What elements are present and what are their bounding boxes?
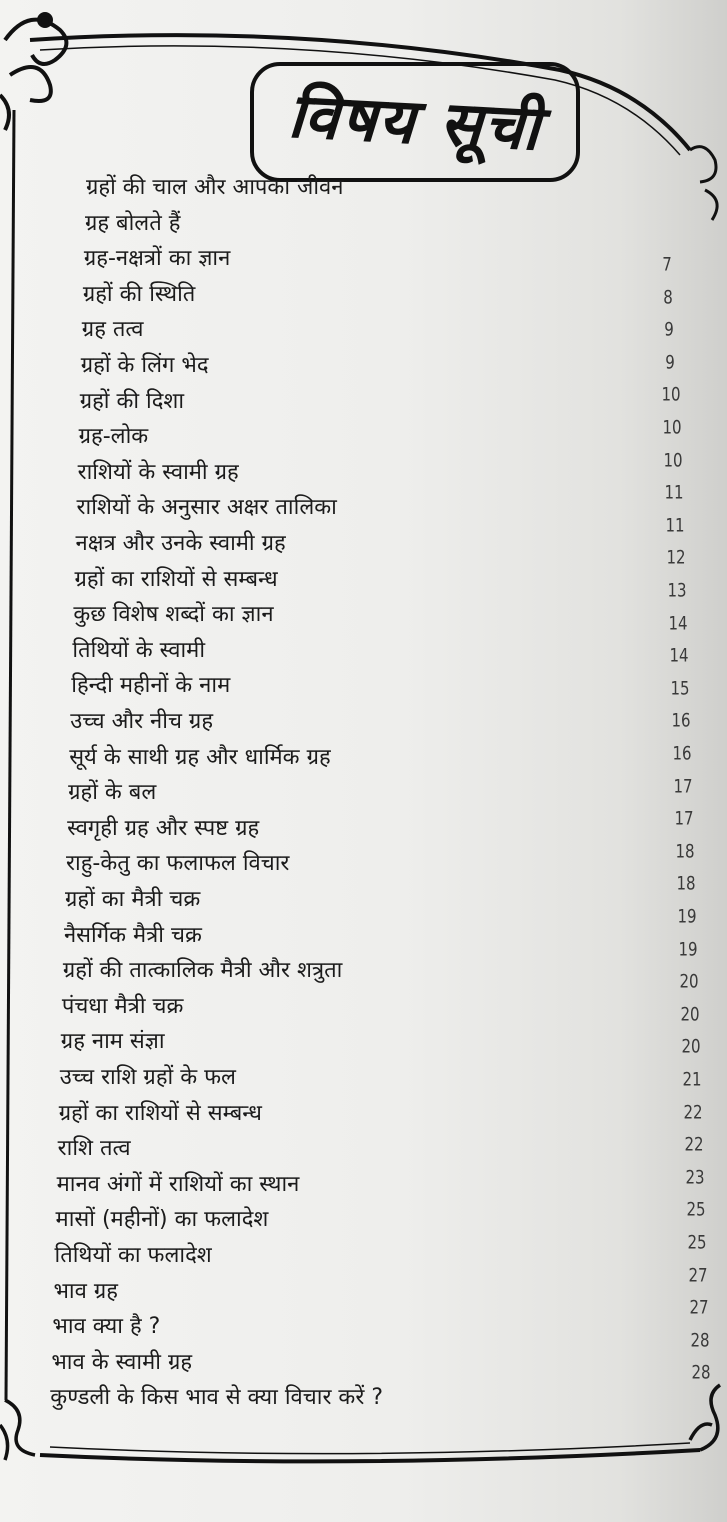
page-title: विषय सूची — [286, 78, 544, 165]
toc-entry: स्वगृही ग्रह और स्पष्ट ग्रह — [67, 815, 260, 841]
toc-entry: ग्रह बोलते हैं — [84, 210, 181, 236]
page-number: 7 — [662, 252, 672, 276]
page-number: 11 — [665, 513, 685, 537]
toc-entry: राशियों के अनुसार अक्षर तालिका — [76, 495, 337, 521]
page-number: 11 — [664, 480, 684, 504]
toc-entry: मानव अंगों में राशियों का स्थान — [56, 1171, 300, 1197]
toc-entry: ग्रहों के बल — [68, 780, 157, 806]
toc-entry: उच्च और नीच ग्रह — [70, 709, 214, 734]
toc-entry: पंचधा मैत्री चक्र — [61, 993, 184, 1019]
page-number: 22 — [684, 1132, 704, 1156]
toc-entry: ग्रह-लोक — [78, 424, 149, 450]
page-number: 22 — [683, 1100, 703, 1123]
toc-entry: हिन्दी महीनों के नाम — [71, 673, 231, 699]
toc-entry: उच्च राशि ग्रहों के फल — [59, 1065, 236, 1090]
toc-entry: ग्रह तत्व — [81, 317, 144, 343]
page-number: 16 — [672, 741, 692, 765]
page-number: 14 — [669, 643, 689, 667]
toc-entry: मासों (महीनों) का फलादेश — [55, 1207, 269, 1233]
toc-entry: ग्रहों की दिशा — [79, 388, 185, 414]
page-number: 19 — [678, 937, 698, 960]
page-number: 21 — [682, 1067, 702, 1091]
page-number: 10 — [663, 448, 683, 471]
page-number: 27 — [688, 1263, 708, 1286]
toc-entry: कुण्डली के किस भाव से क्या विचार करें ? — [50, 1385, 383, 1411]
toc-entry: ग्रहों की तात्कालिक मैत्री और शत्रुता — [62, 958, 343, 984]
page-number: 16 — [671, 709, 691, 732]
toc-entry: ग्रह-नक्षत्रों का ज्ञान — [83, 246, 231, 272]
page-number: 28 — [690, 1328, 710, 1352]
toc-entry: ग्रहों का मैत्री चक्र — [65, 887, 201, 912]
toc-entry: कुछ विशेष शब्दों का ज्ञान — [73, 602, 274, 628]
toc-entry: नक्षत्र और उनके स्वामी ग्रह — [75, 531, 286, 556]
toc-entry: सूर्य के साथी ग्रह और धार्मिक ग्रह — [69, 744, 331, 770]
page-number: 12 — [666, 546, 686, 569]
page-number: 25 — [687, 1230, 707, 1254]
toc-entry: तिथियों के स्वामी — [72, 637, 206, 663]
title-box — [250, 62, 580, 182]
page-number: 18 — [676, 872, 696, 895]
page-number: 25 — [686, 1198, 706, 1221]
page-number: 17 — [674, 806, 694, 830]
page-number: 20 — [680, 1002, 700, 1026]
corner-ornament-right — [690, 147, 717, 220]
page-number: 10 — [661, 383, 681, 406]
toc-entry: भाव क्या है ? — [52, 1314, 161, 1340]
toc-entry: राहु-केतु का फलाफल विचार — [66, 851, 290, 877]
toc-entry: भाव के स्वामी ग्रह — [51, 1349, 193, 1375]
toc-entry: ग्रहों का राशियों से सम्बन्ध — [74, 566, 278, 592]
page-number: 27 — [689, 1295, 709, 1319]
toc-entry: नैसर्गिक मैत्री चक्र — [63, 922, 202, 948]
page-number: 19 — [677, 904, 697, 928]
page-number: 28 — [691, 1361, 711, 1384]
corner-ornament-bottom-right — [690, 1385, 720, 1450]
toc-entry: राशि तत्व — [57, 1136, 131, 1162]
toc-entry: ग्रह नाम संज्ञा — [60, 1029, 165, 1055]
page-number: 17 — [673, 774, 693, 797]
page-number: 15 — [670, 676, 690, 700]
page-number: 20 — [681, 1035, 701, 1058]
page-number: 13 — [667, 578, 687, 602]
page-number: 9 — [665, 350, 675, 374]
toc-entry: ग्रहों का राशियों से सम्बन्ध — [58, 1100, 262, 1126]
toc-entry: तिथियों का फलादेश — [54, 1243, 212, 1268]
page-number: 23 — [685, 1165, 705, 1189]
page-number: 20 — [679, 969, 699, 993]
toc-entry: ग्रहों की चाल और आपका जीवन — [86, 175, 344, 200]
toc-entry: भाव ग्रह — [53, 1278, 118, 1304]
page-number: 8 — [663, 285, 673, 308]
toc-entry: राशियों के स्वामी ग्रह — [77, 459, 239, 485]
corner-ornament-top-left — [0, 14, 66, 130]
page-number: 10 — [662, 415, 682, 439]
toc-entry: ग्रहों के लिंग भेद — [80, 353, 209, 378]
page-number: 14 — [668, 611, 688, 634]
page-number: 9 — [664, 317, 674, 341]
corner-ornament-bottom-left — [0, 1400, 35, 1460]
toc-entry: ग्रहों की स्थिति — [82, 281, 196, 307]
page-number: 18 — [675, 839, 695, 863]
